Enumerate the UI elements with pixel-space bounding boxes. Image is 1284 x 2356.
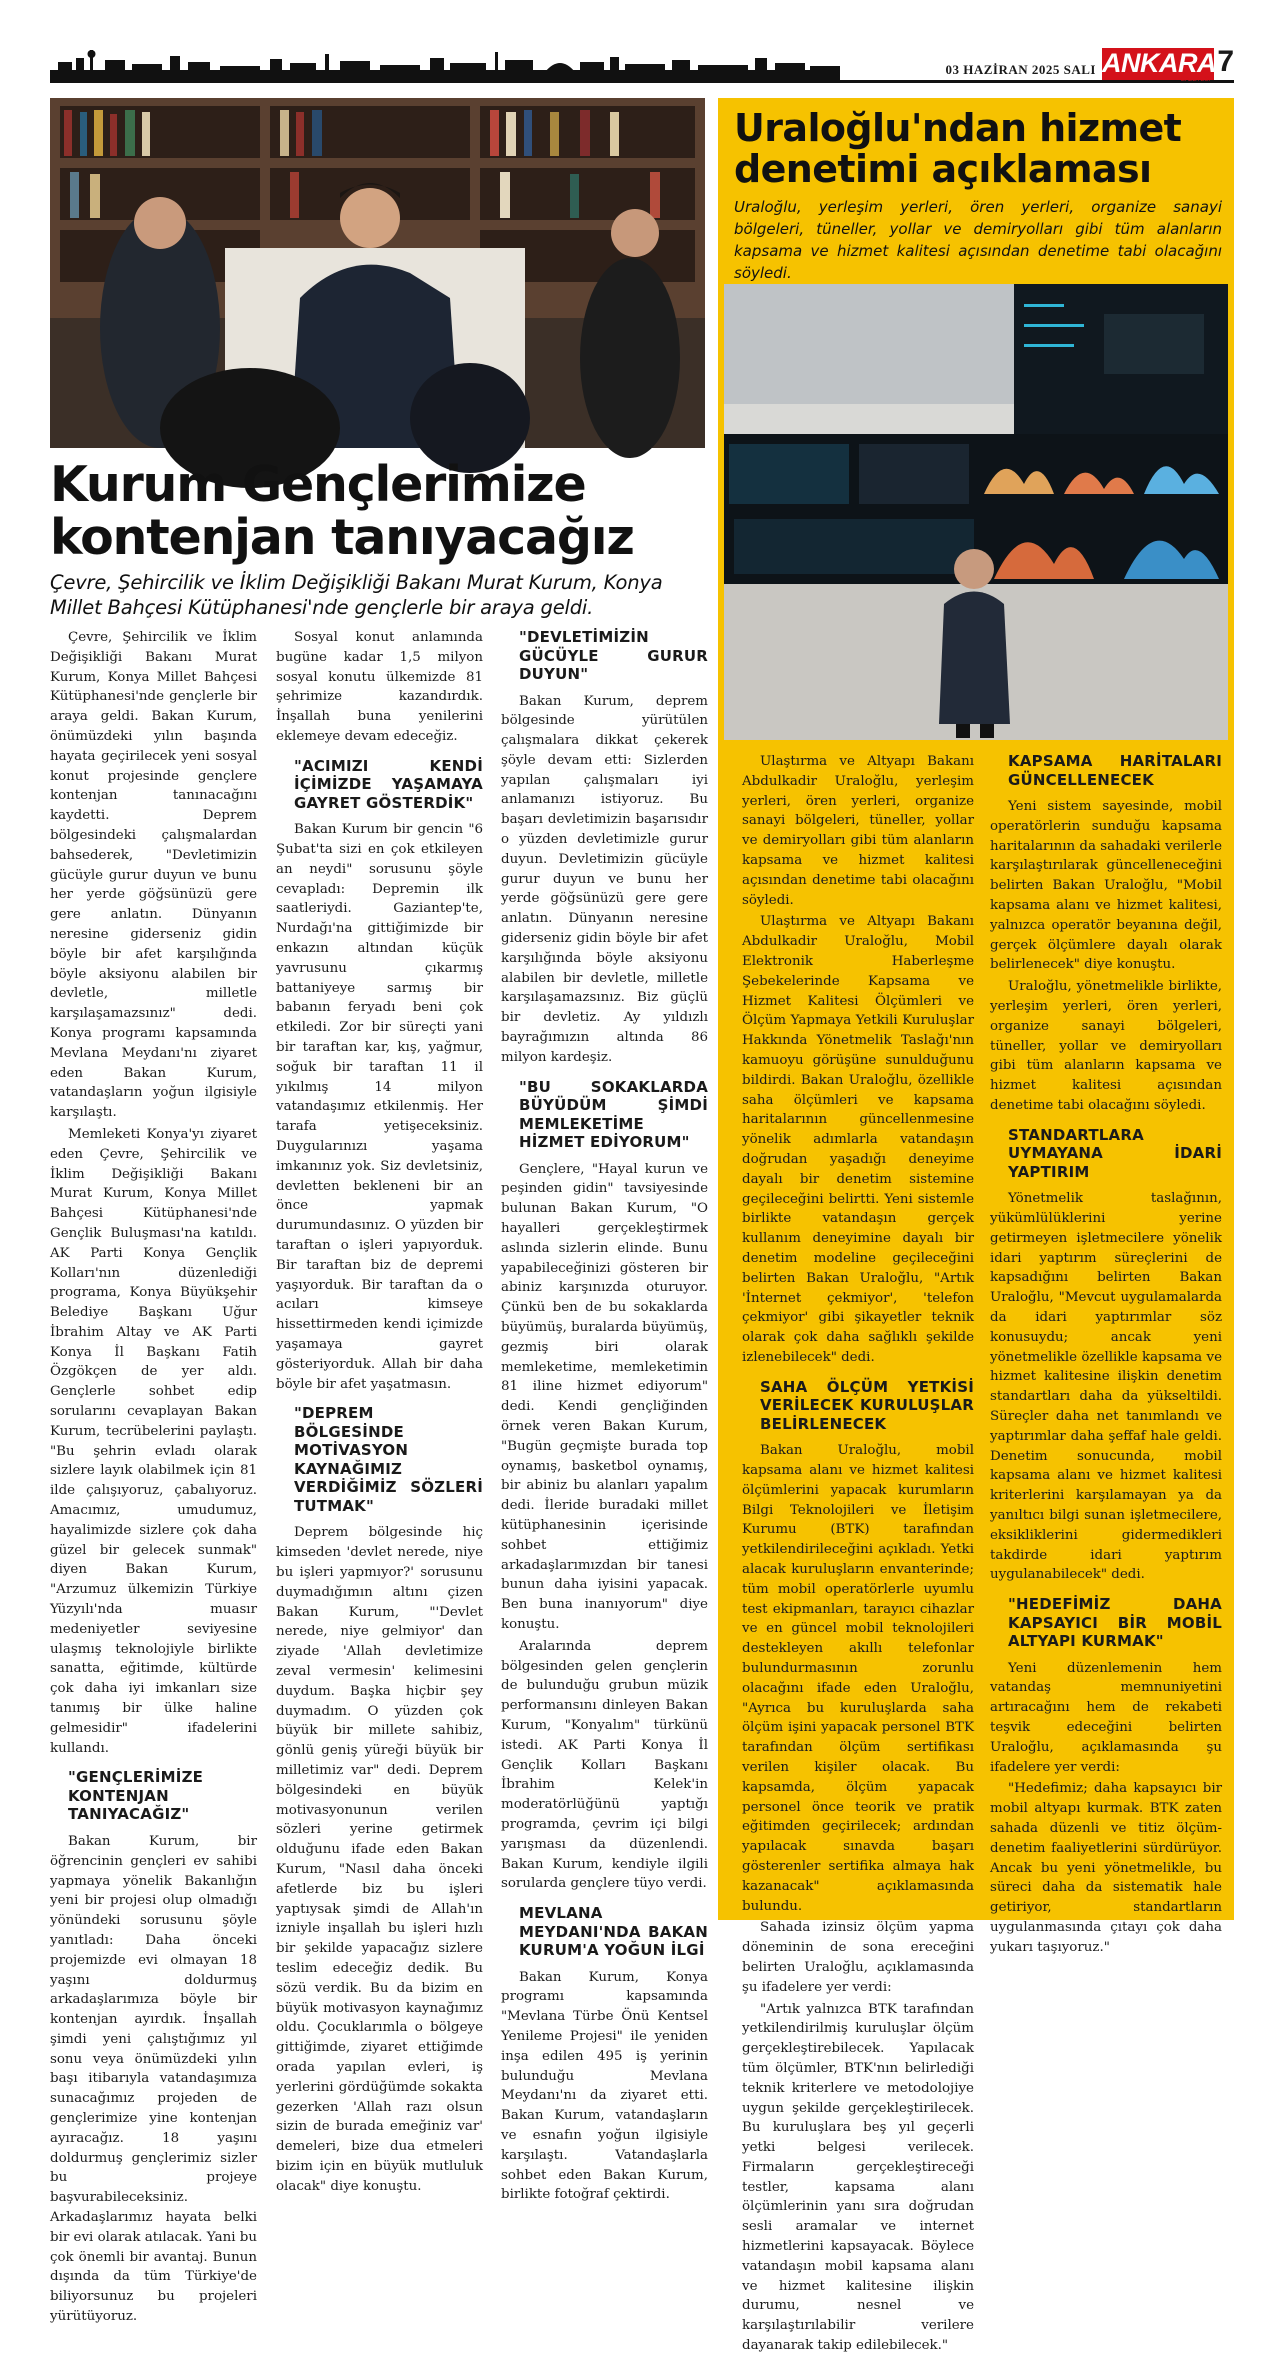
paragraph: "Hedefimiz; daha kapsayıcı bir mobil altyapı kurmak. BTK zaten sahada düzenli ve titiz ölçüm-denetim faaliyetlerini sürdürüyor. Ancak bu yeni yönetmelikle, bu süreci daha da sistematik hale getiriyor, standartların uygulanmasında çıtayı çok daha yukarı taşıyoruz."	[990, 1781, 1222, 1955]
paragraph: Sosyal konut anlamında bugüne kadar 1,5 milyon sosyal konutu ülkemizde 81 şehrimize kazandırdık. İnşallah buna yenilerini eklemeye devam edeceğiz.	[276, 630, 483, 744]
subheading: SAHA ÖLÇÜM YETKİSİ VERİLECEK KURULUŞLAR BELİRLENECEK	[760, 1377, 974, 1433]
paragraph: Ulaştırma ve Altyapı Bakanı Abdulkadir Uraloğlu, yerleşim yerleri, ören yerleri, organize sanayi bölgeleri, tüneller, yollar ve demiryolları gibi tüm alanların kapsama ve hizmet kalitesi açısından denetime tabi olacağını söyledi.	[742, 754, 974, 908]
right-col-2	[990, 752, 1222, 1955]
paragraph: Yeni düzenlemenin hem vatandaş memnuniyetini artıracağını hem de rekabeti teşvik edeceğini belirten Uraloğlu, açıklamasında şu ifadelere yer verdi:	[990, 1660, 1222, 1775]
subheading: "HEDEFİMİZ DAHA KAPSAYICI BİR MOBİL ALTYAPI KURMAK"	[1008, 1595, 1222, 1651]
paragraph: Bakan Kurum bir gencin "6 Şubat'ta sizi en çok etkileyen an neydi" sorusunu şöyle cevapladı: Depremin ilk saatleriydi. Gaziantep'te, Nurdağı'na gittiğimizde bir enkazın altından küçük yavrusunu çıkarmış battaniyeye sarmış bir babanın feryadı beni çok etkiledi. Zor bir süreçti yani bir taraftan kar, kış, yağmur, soğuk bir taraftan 11 il yıkılmış 14 milyon vatandaşımız etkilenmiş. Her tarafa yetişeceksiniz. Duygularınızı yaşama imkanınız yok. Siz devletsiniz, devletten bekleneni bir an önce yapmak durumundasınız. O yüzden bir taraftan o işleri yapıyorduk. Bir taraftan biz de depremi yaşıyorduk. Bir taraftan da o acıları kimseye hissettirmeden kendi içimizde yaşamaya gayret gösteriyorduk. Allah bir daha böyle bir afet yaşatmasın.	[276, 822, 483, 1392]
paragraph: Ulaştırma ve Altyapı Bakanı Abdulkadir Uraloğlu, Mobil Elektronik Haberleşme Şebekelerinde Kapsama ve Hizmet Kalitesi Ölçümleri ve Ölçüm Yapmaya Yetkili Kuruluşlar Hakkında Yönetmelik Taslağı'nın kamuoyu görüşüne sunulduğunu bildirdi. Bakan Uraloğlu, özellikle saha ölçümleri ve kapsama haritalarının güncellenmesine yönelik adımlarla vatandaşın doğrudan yaşadığı deneyime dayalı bir denetim sistemine geçileceğini belirtti. Yeni sistemle birlikte vatandaşın gerçek kullanım deneyimine dayalı bir denetim modeline geçileceğini belirten Bakan Uraloğlu, "Artık 'İnternet çekmiyor', 'telefon çekmiyor' gibi şikayetler teknik olarak çok daha sağlıklı şekilde izlenebilecek" dedi.	[742, 914, 974, 1365]
paragraph: Bakan Kurum, deprem bölgesinde yürütülen çalışmalara dikkat çekerek şöyle devam etti: Sizlerden yapılan çalışmaları iyi anlamanızı istiyoruz. Bu başarı devletimizin başarısıdır o yüzden devletimizle gurur duyun. Devletimizin gücüyle gurur duyun ve bunu her yerde göğsünüzü gere gere anlatın. Dünyanın neresine giderseniz gidin böyle bir afet karşılığında böyle aksiyonu alabilen bir devletle, milletle karşılaşamazsınız. Biz güçlü bir devletiz. Ay yıldızlı bayrağımızın altında 86 milyon kardeşiz.	[501, 693, 708, 1065]
paragraph: Memleketi Konya'yı ziyaret eden Çevre, Şehircilik ve İklim Değişikliği Bakanı Murat Kurum, Konya Millet Bahçesi Kütüphanesi'nde Gençlik Buluşması'na katıldı. AK Parti Konya Gençlik Kolları'nın düzenlediği programa, Konya Büyükşehir Belediye Başkanı Uğur İbrahim Altay ve AK Parti Konya İl Başkanı Fatih Özgökçen de yer aldı. Gençlerle sohbet edip sorularını cevaplayan Bakan Kurum, tecrübelerini paylaştı. "Bu şehrin evladı olarak sizlere layık olabilmek için 81 ilde çalışıyoruz, çabalıyoruz. Amacımız, umudumuz, hayalimizde sizlere çok daha güzel bir gelecek sunmak" diyen Bakan Kurum, "Arzumuz ülkemizin Türkiye Yüzyılı'nda muasır medeniyetler seviyesine ulaşmış teknolojiyle birlikte sanatta, eğitimde, kültürde çok daha iyi imkanları size tanımış bir ülke haline gelmesidir" ifadelerini kullandı.	[50, 1126, 257, 1756]
left-col-2	[276, 628, 483, 2194]
paragraph: Yönetmelik taslağının, yükümlülüklerini yerine getirmeyen işletmecilere yönelik idari yaptırım süreçlerini de kapsadığını belirten Bakan Uraloğlu, "Mevcut uygulamalarda da idari yaptırımlar söz konusuydu; ancak yeni yönetmelikle özellikle kapsama ve hizmet kalitesine ilişkin denetim standartları daha da yükseltildi. Süreçler daha net tanımlandı ve yaptırımlar daha şeffaf hale geldi. Denetim sonucunda, mobil kapsama alanı ve hizmet kalitesi kriterlerini karşılamayan ya da yanıltıcı bilgi sunan işletmecilere, eksikliklerini gidermedikleri takdirde idari yaptırım uygulanabilecek" dedi.	[990, 1191, 1222, 1583]
left-article-photo	[50, 98, 705, 448]
city-skyline-icon	[50, 48, 840, 82]
header-rule	[50, 80, 1234, 83]
paragraph: Uraloğlu, yönetmelikle birlikte, yerleşim yerleri, ören yerleri, organize sanayi bölgeleri, tüneller, yollar ve demiryolları gibi tüm alanların kapsama ve hizmet kalitesi açısından denetime tabi olacağını söyledi.	[990, 979, 1222, 1113]
right-article-subtitle: Uraloğlu, yerleşim yerleri, ören yerleri, organize sanayi bölgeleri, tüneller, yollar ve demiryolları gibi tüm alanların kapsama ve hizmet kalitesi açısından denetime tabi olacağını söyledi.	[734, 198, 1222, 282]
right-article-body	[742, 752, 1222, 2354]
left-article-headline	[50, 458, 710, 564]
newspaper-logo-sub: GAZETESİ	[1180, 77, 1210, 83]
left-col-3	[501, 628, 708, 2203]
paragraph: Deprem bölgesinde hiç kimseden 'devlet nerede, niye bu işleri yapmıyor?' sorusunu duymadığımın altını çizen Bakan Kurum, "'Devlet nerede, niye gelmiyor' dan ziyade 'Allah devletimize zeval vermesin' kelimesini duydum. Başka hiçbir şey duymadım. O yüzden çok büyük bir millete sahibiz, gönlü geniş yüreği büyük bir milletimiz var" dedi. Deprem bölgesindeki en büyük motivasyonunun verilen sözleri yerine getirmek olduğunu ifade eden Bakan Kurum, "Nasıl daha önceki afetlerde biz bu işleri yaptıysak şimdi de Allah'ın izniyle inşallah bu işleri hızlı bir şekilde yapacağız sizlere teslim edeceğiz dedik. Bu sözü verdik. Bu da bizim en büyük motivasyon kaynağımız oldu. Çocuklarımla o bölgeye gittiğimde, ziyaret ettiğimde orada yapılan evleri, iş yerlerini gördüğümde sokakta gezerken 'Allah razı olsun sizin de burada emeğiniz var' demeleri, bize dua etmeleri bizim için en büyük mutluluk olacak" diye konuştu.	[276, 1525, 483, 2194]
right-article-photo	[724, 284, 1228, 740]
headline-line-1: Kurum Gençlerimize	[50, 456, 586, 513]
right-col-1	[742, 752, 974, 2354]
paragraph: Bakan Kurum, Konya programı kapsamında "Mevlana Türbe Önü Kentsel Yenileme Projesi" ile yeniden inşa edilen 495 iş yerinin bulunduğu Mevlana Meydanı'nı da ziyaret etti. Bakan Kurum, vatandaşların ve esnafın yoğun ilgisiyle karşılaştı. Vatandaşlarla sohbet eden Bakan Kurum, birlikte fotoğraf çektirdi.	[501, 1969, 708, 2203]
newspaper-logo: ANKARA	[1102, 48, 1216, 78]
paragraph: Aralarında deprem bölgesinden gelen gençlerin de bulunduğu grubun müzik performansını dinleyen Bakan Kurum, "Konyalım" türkünü istedi. AK Parti Konya İl Gençlik Kolları Başkanı İbrahim Kelek'in moderatörlüğünü yaptığı programda, çevrim içi bilgi yarışması da düzenlendi. Bakan Kurum, kendiyle ilgili sorularda gençlere tüyo verdi.	[501, 1638, 708, 1892]
subheading: KAPSAMA HARİTALARI GÜNCELLENECEK	[1008, 752, 1222, 789]
subheading: "DEVLETİMİZİN GÜCÜYLE GURUR DUYUN"	[519, 628, 708, 683]
subheading: "ACIMIZI KENDİ İÇİMİZDE YAŞAMAYA GAYRET GÖSTERDİK"	[294, 756, 483, 812]
paragraph: Sahada izinsiz ölçüm yapma döneminin de sona ereceğini belirten Uraloğlu, açıklamasında şu ifadelere yer verdi:	[742, 1920, 974, 1995]
right-article-headline: Uraloğlu'ndan hizmet denetimi açıklaması	[734, 106, 1182, 191]
paragraph: Bakan Kurum, bir öğrencinin gençleri ev sahibi yapmaya yönelik Bakanlığın yeni bir projesi olup olmadığı yönündeki sorusunu şöyle yanıtladı: Daha önceki projemizde evi olmayan 18 yaşını doldurmuş arkadaşlarımıza böyle bir kontenjan ayırdık. İnşallah şimdi yeni çalıştığımız yıl sonu veya önümüzdeki yılın başı itibarıyla vatandaşımıza sunacağımız projeden de gençlerimize yine kontenjan ayıracağız. 18 yaşını doldurmuş gençlerimiz sizler bu projeye başvurabileceksiniz. Arkadaşlarımız hayata belki bir evi olarak atılacak. Yani bu çok önemli bir avantaj. Bunun dışında da tüm Türkiye'de biliyorsunuz bu projeleri yürütüyoruz.	[50, 1833, 257, 2325]
paragraph: Gençlere, "Hayal kurun ve peşinden gidin" tavsiyesinde bulunan Bakan Kurum, "O hayalleri gerçekleştirmek aslında sizlerin elinde. Bunu yapabileceğinizi gösteren bir abiniz karşınızda oturuyor. Çünkü ben de bu sokaklarda büyümüş, buralarda büyümüş, gezmiş biri olarak memleketime, memleketimin 81 iline hizmet ediyorum" dedi. Kendi gençliğinden örnek veren Bakan Kurum, "Bugün geçmişte burada top oynamış, basketbol oynamış, bir abiniz bu alanları yapalım dedi. İleride buradaki millet kütüphanesinin içerisinde sohbet ettiğimiz arkadaşlarımızdan bir tanesi bunun daha iyisini yapacak. Ben buna inanıyorum" diye konuştu.	[501, 1161, 708, 1632]
page-number: 7	[1217, 45, 1234, 78]
left-col-1	[50, 628, 257, 2325]
paragraph: Yeni sistem sayesinde, mobil operatörlerin sunduğu kapsama haritalarının da sahadaki verilerle karşılaştırılarak güncelleneceğini belirten Bakan Uraloğlu, "Mobil kapsama alanı ve hizmet kalitesi, yalnızca operatör beyanına değil, gerçek ölçümlere dayalı olarak belirlenecek" diye konuştu.	[990, 799, 1222, 973]
paragraph: Bakan Uraloğlu, mobil kapsama alanı ve hizmet kalitesi ölçümlerini yapacak kurumların Bilgi Teknolojileri ve İletişim Kurumu (BTK) tarafından yetkilendirileceğini açıkladı. Yetki alacak kuruluşların envanterinde; tüm mobil operatörlerle uyumlu test ekipmanları, tarayıcı cihazlar ve en güncel mobil teknolojileri destekleyen akıllı telefonlar bulundurmasının zorunlu olacağını ifade eden Uraloğlu, "Ayrıca bu kuruluşlarda saha ölçüm işini yapacak personel BTK tarafından ölçüm sertifikası verilen kişiler olacak. Bu kapsamda, ölçüm yapacak personel önce teorik ve pratik eğitimden geçirilecek; ardından yapılacak sınavda başarı gösterenler sertifika almaya hak kazanacak" açıklamasında bulundu.	[742, 1443, 974, 1914]
subheading: STANDARTLARA UYMAYANA İDARİ YAPTIRIM	[1008, 1125, 1222, 1181]
subheading: "BU SOKAKLARDA BÜYÜDÜM ŞİMDİ MEMLEKETİME HİZMET EDİYORUM"	[519, 1077, 708, 1152]
subheading: "DEPREM BÖLGESİNDE MOTİVASYON KAYNAĞIMIZ VERDİĞİMİZ SÖZLERİ TUTMAK"	[294, 1404, 483, 1515]
left-article-body	[50, 628, 708, 2325]
left-article-subtitle: Çevre, Şehircilik ve İklim Değişikliği Bakanı Murat Kurum, Konya Millet Bahçesi Kütüphanesi'nde gençlerle bir araya geldi.	[50, 571, 663, 619]
paragraph: Çevre, Şehircilik ve İklim Değişikliği Bakanı Murat Kurum, Konya Millet Bahçesi Kütüphanesi'nde gençlerle bir araya geldi. Bakan Kurum, önümüzdeki yılın başında hayata geçirilecek yeni sosyal konut projesinde gençlere kontenjan tanınacağını kaydetti. Deprem bölgesindeki çalışmalardan bahsederek, "Devletimizin gücüyle gurur duyun ve bunu her yerde göğsünüzü gere gere anlatın. Dünyanın neresine giderseniz gidin böyle bir afet karşılığında böyle aksiyonu alabilen bir devletle, milletle karşılaşamazsınız" dedi. Konya programı kapsamında Mevlana Meydanı'nı ziyaret eden Bakan Kurum, vatandaşların yoğun ilgisiyle karşılaştı.	[50, 630, 257, 1121]
headline-line-2: kontenjan tanıyacağız	[50, 509, 634, 566]
issue-date: 03 HAZİRAN 2025 SALI	[945, 62, 1096, 77]
subheading: MEVLANA MEYDANI'NDA BAKAN KURUM'A YOĞUN İLGİ	[519, 1904, 708, 1960]
paragraph: "Artık yalnızca BTK tarafından yetkilendirilmiş kuruluşlar ölçüm gerçekleştirebilecek. Yapılacak tüm ölçümler, BTK'nın belirlediği teknik kriterlere ve metodolojiye uygun şekilde gerçekleştirilecek. Bu kuruluşlara beş yıl geçerli yetki belgesi verilecek. Firmaların gerçekleştireceği testler, kapsama alanı ölçümlerinin yanı sıra doğrudan sesli aramalar ve internet hizmetlerini kapsayacak. Böylece vatandaşın mobil kapsama alanı ve hizmet kalitesine ilişkin durumu, nesnel ve karşılaştırılabilir verilere dayanarak takip edilebilecek."	[742, 2001, 974, 2354]
subheading: "GENÇLERİMİZE KONTENJAN TANIYACAĞIZ"	[68, 1768, 204, 1824]
